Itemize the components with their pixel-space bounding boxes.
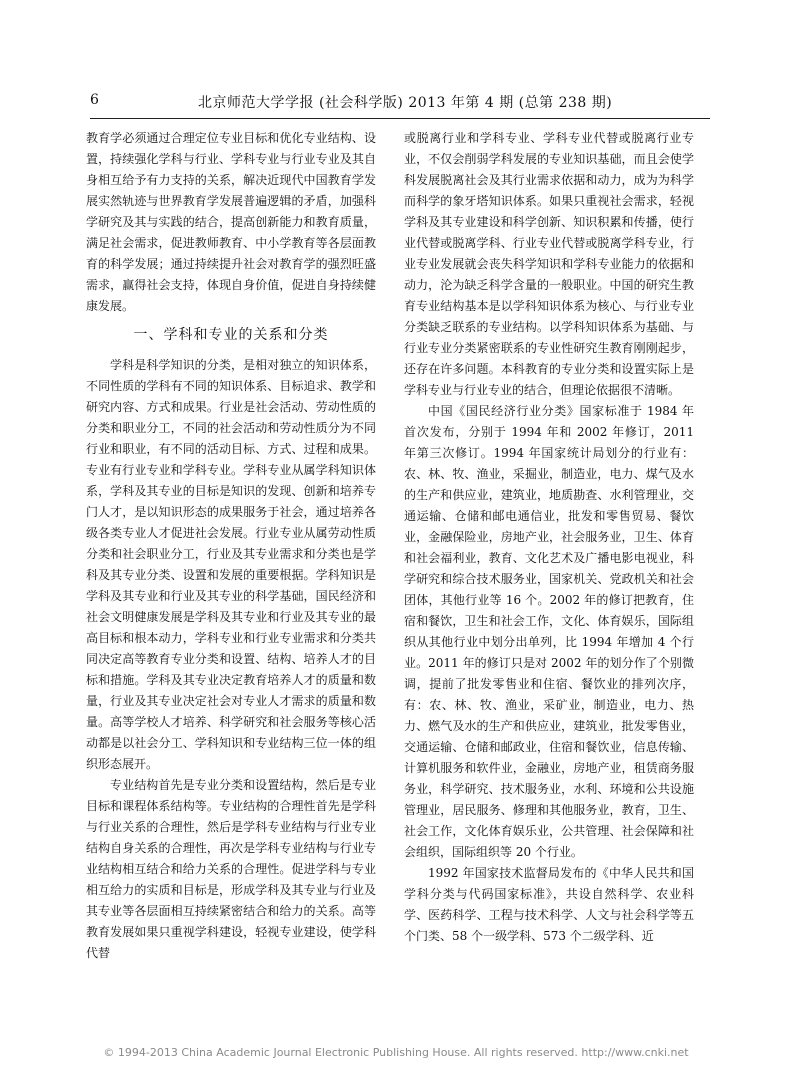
right-column [404, 128, 694, 947]
paragraph: 1992 年国家技术监督局发布的《中华人民共和国学科分类与代码国家标准》，共设自然科学、农业科学、医药科学、工程与技术科学、人文与社会科学等五个门类、58 个一级学科、573 个二级学科、近 [404, 866, 694, 943]
copyright-footer: © 1994-2013 China Academic Journal Electronic Publishing House. All rights reserved. http://www.cnki.net [103, 1046, 689, 1059]
page-number: 6 [90, 92, 99, 108]
page-header [90, 92, 710, 114]
header-rule [90, 118, 710, 119]
journal-title: 北京师范大学学报 (社会科学版) 2013 年第 4 期 (总第 238 期) [198, 95, 613, 111]
paragraph: 中国《国民经济行业分类》国家标准于 1984 年首次发布，分别于 1994 年和 2002 年修订，2011 年第三次修订。1994 年国家统计局划分的行业有：农、林、牧、渔业，采掘业，制造业，电力、煤气及水的生产和供应业，建筑业，地质勘查、水利管理业，交通运输、仓储和邮电通信业，批发和零售贸易、餐饮业，金融保险业，房地产业，社会服务业，卫生、体育和社会福利业，教育、文化艺术及广播电影电视业，科学研究和综合技术服务业，国家机关、党政机关和社会团体，其他行业等 16 个。2002 年的修订把教育，住宿和餐饮，卫生和社会工作，文化、体育娱乐，国际组织从其他行业中划分出单列，比 1994 年增加 4 个行业。2011 年的修订只是对 2002 年的划分作了个别微调，提前了批发零售业和住宿、餐饮业的排列次序，有：农、林、牧、渔业，采矿业，制造业，电力、热力、燃气及水的生产和供应业，建筑业，批发零售业，交通运输、仓储和邮政业，住宿和餐饮业，信息传输、计算机服务和软件业，金融业，房地产业，租赁商务服务业，科学研究、技术服务业，水利、环境和公共设施管理业，居民服务、修理和其他服务业，教育，卫生、社会工作，文化体育娱乐业，公共管理、社会保障和社会组织，国际组织等 20 个行业。 [404, 404, 694, 859]
paragraph: 专业结构首先是专业分类和设置结构，然后是专业目标和课程体系结构等。专业结构的合理性首先是学科与行业关系的合理性，然后是学科专业结构与行业专业结构自身关系的合理性，再次是学科专业结构与行业专业结构相互结合和给力关系的合理性。促进学科与专业相互给力的实质和目标是，形成学科及其专业与行业及其专业等各层面相互持续紧密结合和给力的关系。高等教育发展如果只重视学科建设，轻视专业建设，使学科代替 [86, 778, 376, 960]
paragraph: 学科是科学知识的分类，是相对独立的知识体系，不同性质的学科有不同的知识体系、目标追求、教学和研究内容、方式和成果。行业是社会活动、劳动性质的分类和职业分工，不同的社会活动和劳动性质分为不同行业和职业，有不同的活动目标、方式、过程和成果。专业有行业专业和学科专业。学科专业从属学科知识体系，学科及其专业的目标是知识的发现、创新和培养专门人才，是以知识形态的成果服务于社会，通过培养各级各类专业人才促进社会发展。行业专业从属劳动性质分类和社会职业分工，行业及其专业需求和分类也是学科及其专业分类、设置和发展的重要根据。学科知识是学科及其专业和行业及其专业的科学基础，国民经济和社会文明健康发展是学科及其专业和行业及其专业的最高目标和根本动力，学科专业和行业专业需求和分类共同决定高等教育专业分类和设置、结构、培养人才的目标和措施。学科及其专业决定教育培养人才的质量和数量，行业及其专业决定社会对专业人才需求的质量和数量。高等学校人才培养、科学研究和社会服务等核心活动都是以社会分工、学科知识和专业结构三位一体的组织形态展开。 [86, 358, 376, 771]
section-heading: 一、学科和专业的关系和分类 [133, 327, 329, 343]
paragraph: 教育学必须通过合理定位专业目标和优化专业结构、设置，持续强化学科与行业、学科专业与行业专业及其自身相互给予有力支持的关系，解决近现代中国教育学发展实然轨迹与世界教育学发展普遍逻辑的矛盾，加强科学研究及其与实践的结合，提高创新能力和教育质量，满足社会需求，促进教师教育、中小学教育等各层面教育的科学发展；通过持续提升社会对教育学的强烈旺盛需求，赢得社会支持，体现自身价值，促进自身持续健康发展。 [86, 131, 376, 313]
left-column [86, 128, 376, 964]
paragraph: 或脱离行业和学科专业、学科专业代替或脱离行业专业，不仅会削弱学科发展的专业知识基础，而且会使学科发展脱离社会及其行业需求依据和动力，成为为科学而科学的象牙塔知识体系。如果只重视社会需求，轻视学科及其专业建设和科学创新、知识积累和传播，使行业代替或脱离学科、行业专业代替或脱离学科专业，行业专业发展就会丧失科学知识和学科专业能力的依据和动力，沦为缺乏科学含量的一般职业。中国的研究生教育专业结构基本是以学科知识体系为核心、与行业专业分类缺乏联系的专业结构。以学科知识体系为基础、与行业专业分类紧密联系的专业性研究生教育刚刚起步，还存在许多问题。本科教育的专业分类和设置实际上是学科专业与行业专业的结合，但理论依据很不清晰。 [404, 131, 694, 397]
